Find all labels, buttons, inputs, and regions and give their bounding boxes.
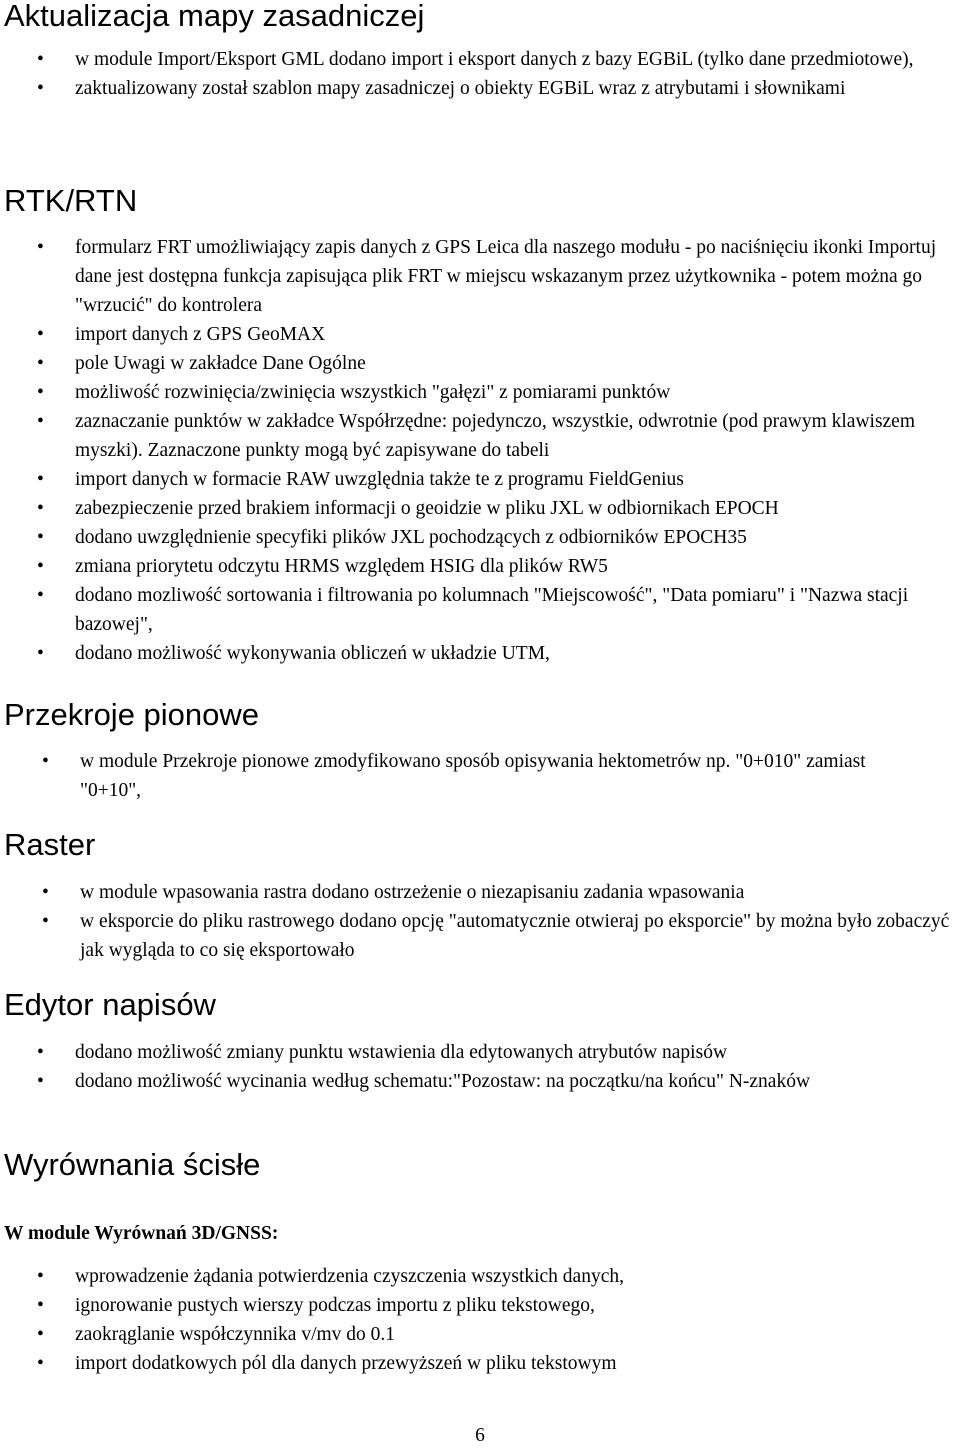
- list-item: • w eksporcie do pliku rastrowego dodano opcję "automatycznie otwieraj po eksporcie" by można było zobaczyć jak wygląda to co się eksportowało: [80, 907, 950, 965]
- list-item: • formularz FRT umożliwiający zapis danych z GPS Leica dla naszego modułu - po naciśnięciu ikonki Importuj dane jest dostępna funkcja zapisująca plik FRT w miejscu wskazanym przez użytkownika - potem można go "wrzucić" do kontrolera: [75, 233, 940, 320]
- list-item: • pole Uwagi w zakładce Dane Ogólne: [75, 349, 940, 378]
- list-raster: [80, 878, 950, 965]
- section-heading-mapa: Aktualizacja mapy zasadniczej: [4, 0, 425, 33]
- section-heading-rtk: RTK/RTN: [4, 183, 138, 218]
- list-item: • zabezpieczenie przed brakiem informacji o geoidzie w pliku JXL w odbiornikach EPOCH: [75, 494, 940, 523]
- list-item: • dodano możliwość wykonywania obliczeń w układzie UTM,: [75, 639, 940, 668]
- list-item: • w module Import/Eksport GML dodano import i eksport danych z bazy EGBiL (tylko dane przedmiotowe),: [75, 45, 955, 74]
- section-heading-raster: Raster: [4, 827, 96, 862]
- list-item: • zaokrąglanie współczynnika v/mv do 0.1: [75, 1320, 935, 1349]
- page-number: 6: [475, 1425, 485, 1446]
- list-edytor: [75, 1038, 915, 1096]
- list-item: • w module Przekroje pionowe zmodyfikowano sposób opisywania hektometrów np. "0+010" zamiast "0+10",: [80, 747, 900, 805]
- list-item: • w module wpasowania rastra dodano ostrzeżenie o niezapisaniu zadania wpasowania: [80, 878, 950, 907]
- list-item: • wprowadzenie żądania potwierdzenia czyszczenia wszystkich danych,: [75, 1262, 935, 1291]
- list-item: • zaktualizowany został szablon mapy zasadniczej o obiekty EGBiL wraz z atrybutami i słownikami: [75, 74, 955, 103]
- list-item: • zmiana priorytetu odczytu HRMS względem HSIG dla plików RW5: [75, 552, 940, 581]
- list-item: • możliwość rozwinięcia/zwinięcia wszystkich "gałęzi" z pomiarami punktów: [75, 378, 940, 407]
- list-wyrownania: [75, 1262, 935, 1378]
- list-przekroje: [80, 747, 900, 805]
- list-item: • import danych w formacie RAW uwzględnia także te z programu FieldGenius: [75, 465, 940, 494]
- list-item: • dodano możliwość wycinania według schematu:"Pozostaw: na początku/na końcu" N-znaków: [75, 1067, 915, 1096]
- list-item: • dodano mozliwość sortowania i filtrowania po kolumnach "Miejscowość", "Data pomiaru" i "Nazwa stacji bazowej",: [75, 581, 940, 639]
- list-item: • import dodatkowych pól dla danych przewyższeń w pliku tekstowym: [75, 1349, 935, 1378]
- list-item: • ignorowanie pustych wierszy podczas importu z pliku tekstowego,: [75, 1291, 935, 1320]
- section-heading-edytor: Edytor napisów: [4, 987, 216, 1022]
- list-item: • dodano uwzględnienie specyfiki plików JXL pochodzących z odbiorników EPOCH35: [75, 523, 940, 552]
- section-heading-wyrownania: Wyrównania ścisłe: [4, 1147, 261, 1182]
- list-item: • zaznaczanie punktów w zakładce Współrzędne: pojedynczo, wszystkie, odwrotnie (pod prawym klawiszem myszki). Zaznaczone punkty mogą być zapisywane do tabeli: [75, 407, 940, 465]
- list-item: • import danych z GPS GeoMAX: [75, 320, 940, 349]
- list-mapa: [75, 45, 955, 103]
- subsection-heading: W module Wyrównań 3D/GNSS:: [4, 1223, 279, 1244]
- section-heading-przekroje: Przekroje pionowe: [4, 697, 260, 732]
- list-rtk: [75, 233, 940, 668]
- list-item: • dodano możliwość zmiany punktu wstawienia dla edytowanych atrybutów napisów: [75, 1038, 915, 1067]
